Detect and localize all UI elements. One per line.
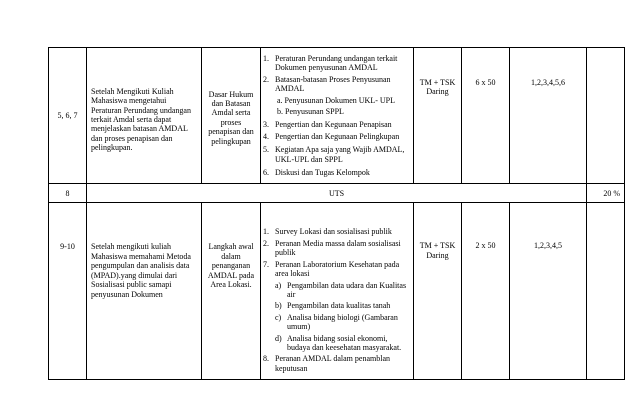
material-subitem: a. Penyusunan Dokumen UKL- UPL [277, 95, 395, 105]
references-cell: 1,2,3,4,5,6 [510, 48, 587, 184]
table-row-uts [49, 184, 625, 203]
uts-label: UTS [87, 184, 587, 203]
material-subitem: a) Pengambilan data udara dan Kualitas air [275, 280, 407, 299]
objective-cell: Setelah Mengikuti Kuliah Mahasiswa mengetahui Peraturan Perundang undangan terkait Amdal serta dapat menjelaskan batasan AMDAL dan proses penapisan dan pelingkupan. [87, 48, 202, 184]
time-cell: 6 x 50 [462, 48, 510, 184]
material-subitem: c) Analisa bidang biologi (Gambaran umum) [275, 312, 398, 332]
table-row [49, 48, 625, 184]
material-item: 3. Pengertian dan Kegunaan Penapisan [263, 120, 392, 130]
material-item: 2. Peranan Media massa dalam sosialisasi publik [263, 238, 401, 258]
weight-cell [587, 48, 625, 184]
material-subitem: d) Analisa bidang sosial ekonomi, budaya dan keesehatan masyarakat. [275, 333, 402, 352]
material-item: 7. Peranan Laboratorium Kesehatan pada area lokasi [263, 259, 400, 279]
material-item: 1. Survey Lokasi dan sosialisasi publik [263, 227, 392, 237]
material-subitem: b) Pengambilan data kualitas tanah [275, 301, 391, 311]
material-item: 5. Kegiatan Apa saja yang Wajib AMDAL, UKL-UPL dan SPPL [263, 145, 405, 164]
objective-cell: Setelah mengikuti kuliah Mahasiswa memahami Metoda pengumpulan dan analisis data (MPAD).yang dimulai dari Sosialisasi public samapi penyusunan Dokumen [87, 203, 202, 380]
material-item: 6. Diskusi dan Tugas Kelompok [263, 168, 370, 178]
rps-table [48, 47, 625, 380]
weight-cell [587, 203, 625, 380]
weight-cell: 20 % [587, 184, 625, 203]
materials-cell [261, 203, 414, 380]
method-cell: TM + TSK Daring [414, 203, 462, 380]
materials-cell [261, 48, 414, 184]
method-cell: TM + TSK Daring [414, 48, 462, 184]
indicator-cell: Langkah awal dalam penanganan AMDAL pada Area Lokasi. [202, 203, 261, 380]
material-item: 4. Pengertian dan Kegunaan Pelingkupan [263, 131, 400, 141]
week-cell: 5, 6, 7 [49, 48, 87, 184]
week-cell: 8 [49, 184, 87, 203]
material-item: 8. Peranan AMDAL dalam penamblan keputusan [263, 354, 391, 373]
time-cell: 2 x 50 [462, 203, 510, 380]
table-row [49, 203, 625, 380]
week-cell: 9-10 [49, 203, 87, 380]
references-cell: 1,2,3,4,5 [510, 203, 587, 380]
material-item: 2. Batasan-batasan Proses Penyusunan AMDAL [263, 74, 391, 94]
indicator-cell: Dasar Hukum dan Batasan Amdal serta proses penapisan dan pelingkupan [202, 48, 261, 184]
material-subitem: b. Penyusunan SPPL [277, 107, 344, 117]
material-item: 1. Peraturan Perundang undangan terkait Dokumen penyusunan AMDAL [263, 54, 398, 73]
